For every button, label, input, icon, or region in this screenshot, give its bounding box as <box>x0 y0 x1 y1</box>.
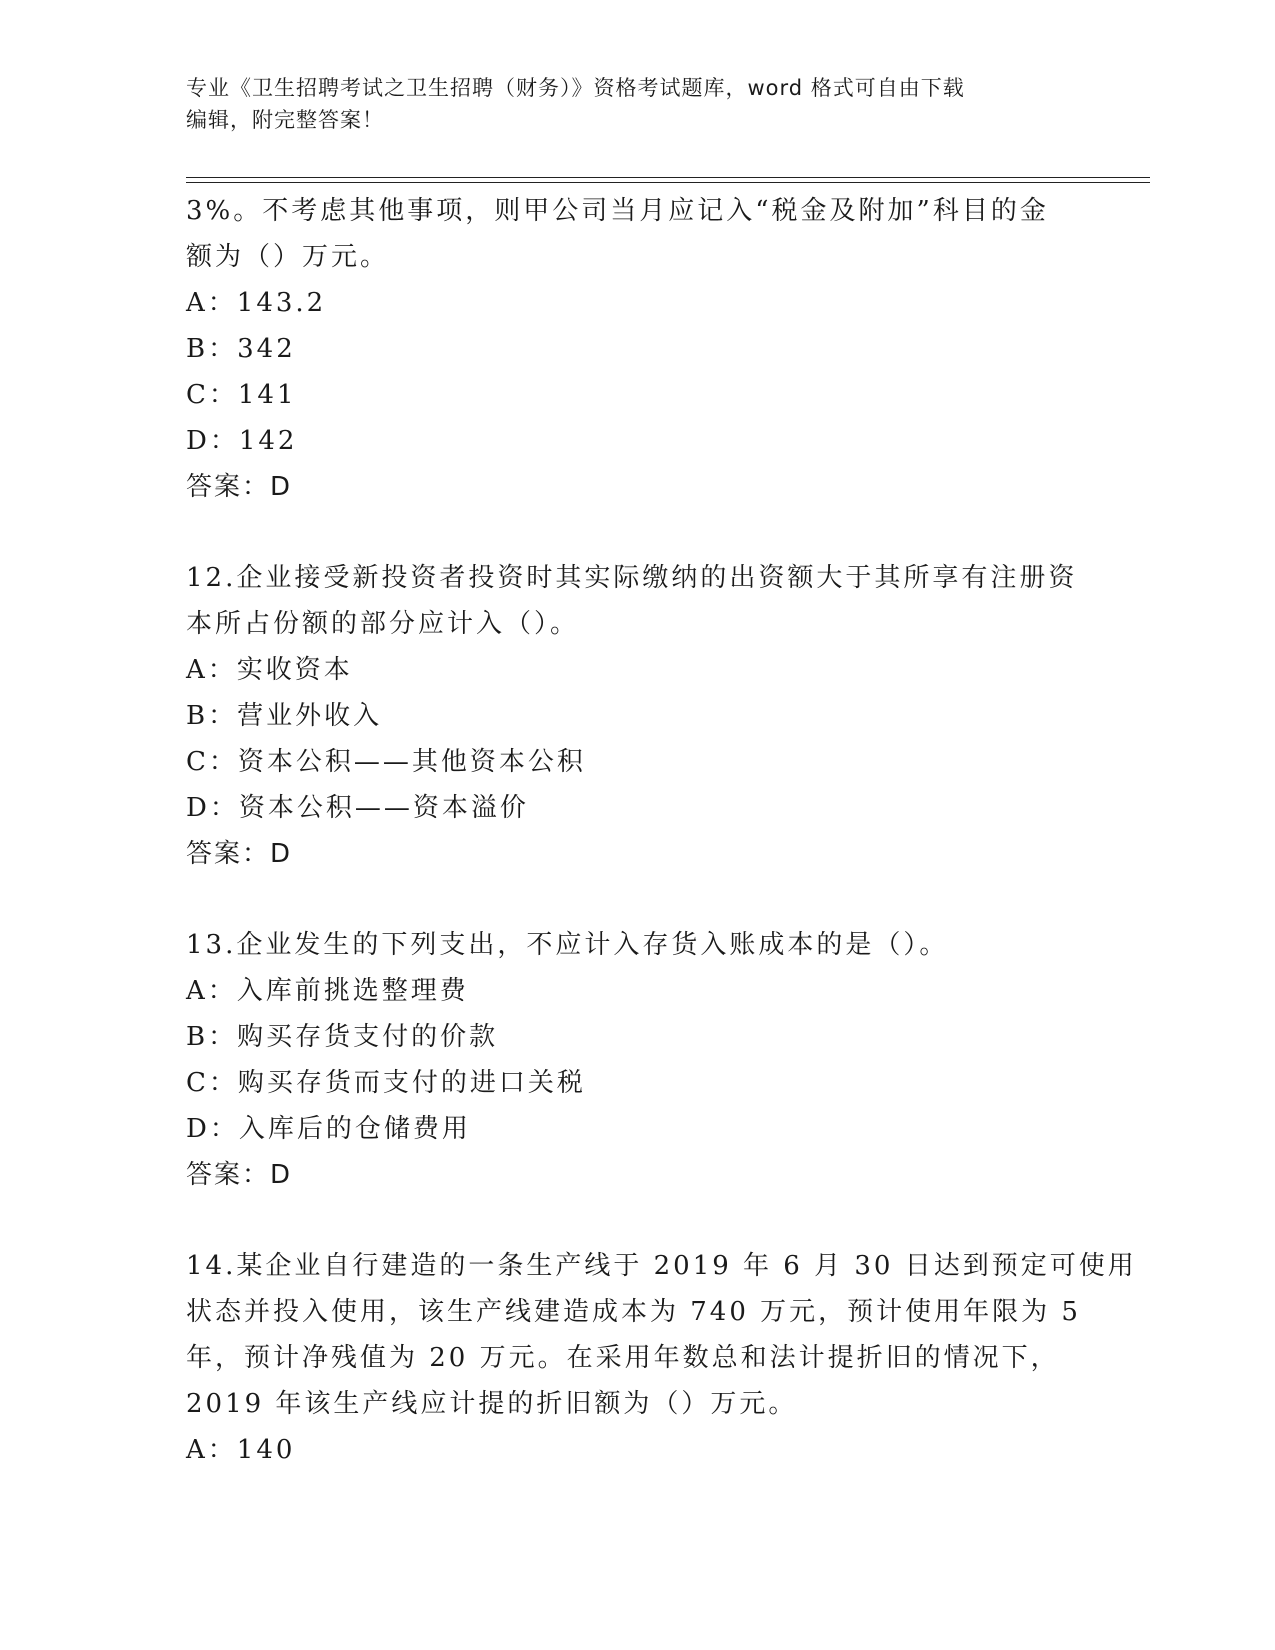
header-divider-bottom <box>186 182 1150 183</box>
question-stem-line: 本所占份额的部分应计入（）。 <box>186 609 580 639</box>
answer-label: 答案：D <box>186 1160 293 1190</box>
option-a: A：实收资本 <box>186 655 353 685</box>
header-line-1: 专业《卫生招聘考试之卫生招聘（财务）》资格考试题库，word 格式可自由下载 <box>186 76 965 100</box>
question-11 <box>186 188 1086 510</box>
option-d: D：入库后的仓储费用 <box>186 1114 471 1144</box>
document-header <box>186 72 1086 136</box>
question-list <box>186 188 1137 1473</box>
question-stem-line: 3%。不考虑其他事项，则甲公司当月应记入“税金及附加”科目的金 <box>186 196 1049 226</box>
question-stem-line: 14.某企业自行建造的一条生产线于 2019 年 6 月 30 日达到预定可使用 <box>186 1251 1137 1281</box>
option-b: B：342 <box>186 334 296 364</box>
option-b: B：营业外收入 <box>186 701 383 731</box>
question-13 <box>186 922 1086 1198</box>
option-a: A：143.2 <box>186 288 327 318</box>
option-c: C：141 <box>186 380 297 410</box>
option-c: C：购买存货而支付的进口关税 <box>186 1068 586 1098</box>
question-12 <box>186 555 1086 877</box>
option-d: D：资本公积——资本溢价 <box>186 793 529 823</box>
question-stem-line: 年，预计净残值为 20 万元。在采用年数总和法计提折旧的情况下， <box>186 1343 1060 1373</box>
option-a: A：140 <box>186 1435 296 1465</box>
question-stem-line: 13.企业发生的下列支出，不应计入存货入账成本的是（）。 <box>186 930 949 960</box>
question-stem-line: 12.企业接受新投资者投资时其实际缴纳的出资额大于其所享有注册资 <box>186 563 1078 593</box>
answer-label: 答案：D <box>186 839 293 869</box>
answer-label: 答案：D <box>186 472 293 502</box>
question-stem-line: 状态并投入使用，该生产线建造成本为 740 万元，预计使用年限为 5 <box>186 1297 1081 1327</box>
option-b: B：购买存货支付的价款 <box>186 1022 499 1052</box>
header-divider-top <box>186 177 1150 178</box>
question-stem-line: 2019 年该生产线应计提的折旧额为（）万元。 <box>186 1389 798 1419</box>
option-c: C：资本公积——其他资本公积 <box>186 747 586 777</box>
option-d: D：142 <box>186 426 298 456</box>
option-a: A：入库前挑选整理费 <box>186 976 469 1006</box>
question-14 <box>186 1243 1137 1473</box>
question-stem-line: 额为（）万元。 <box>186 242 390 272</box>
header-line-2: 编辑，附完整答案！ <box>186 108 384 132</box>
